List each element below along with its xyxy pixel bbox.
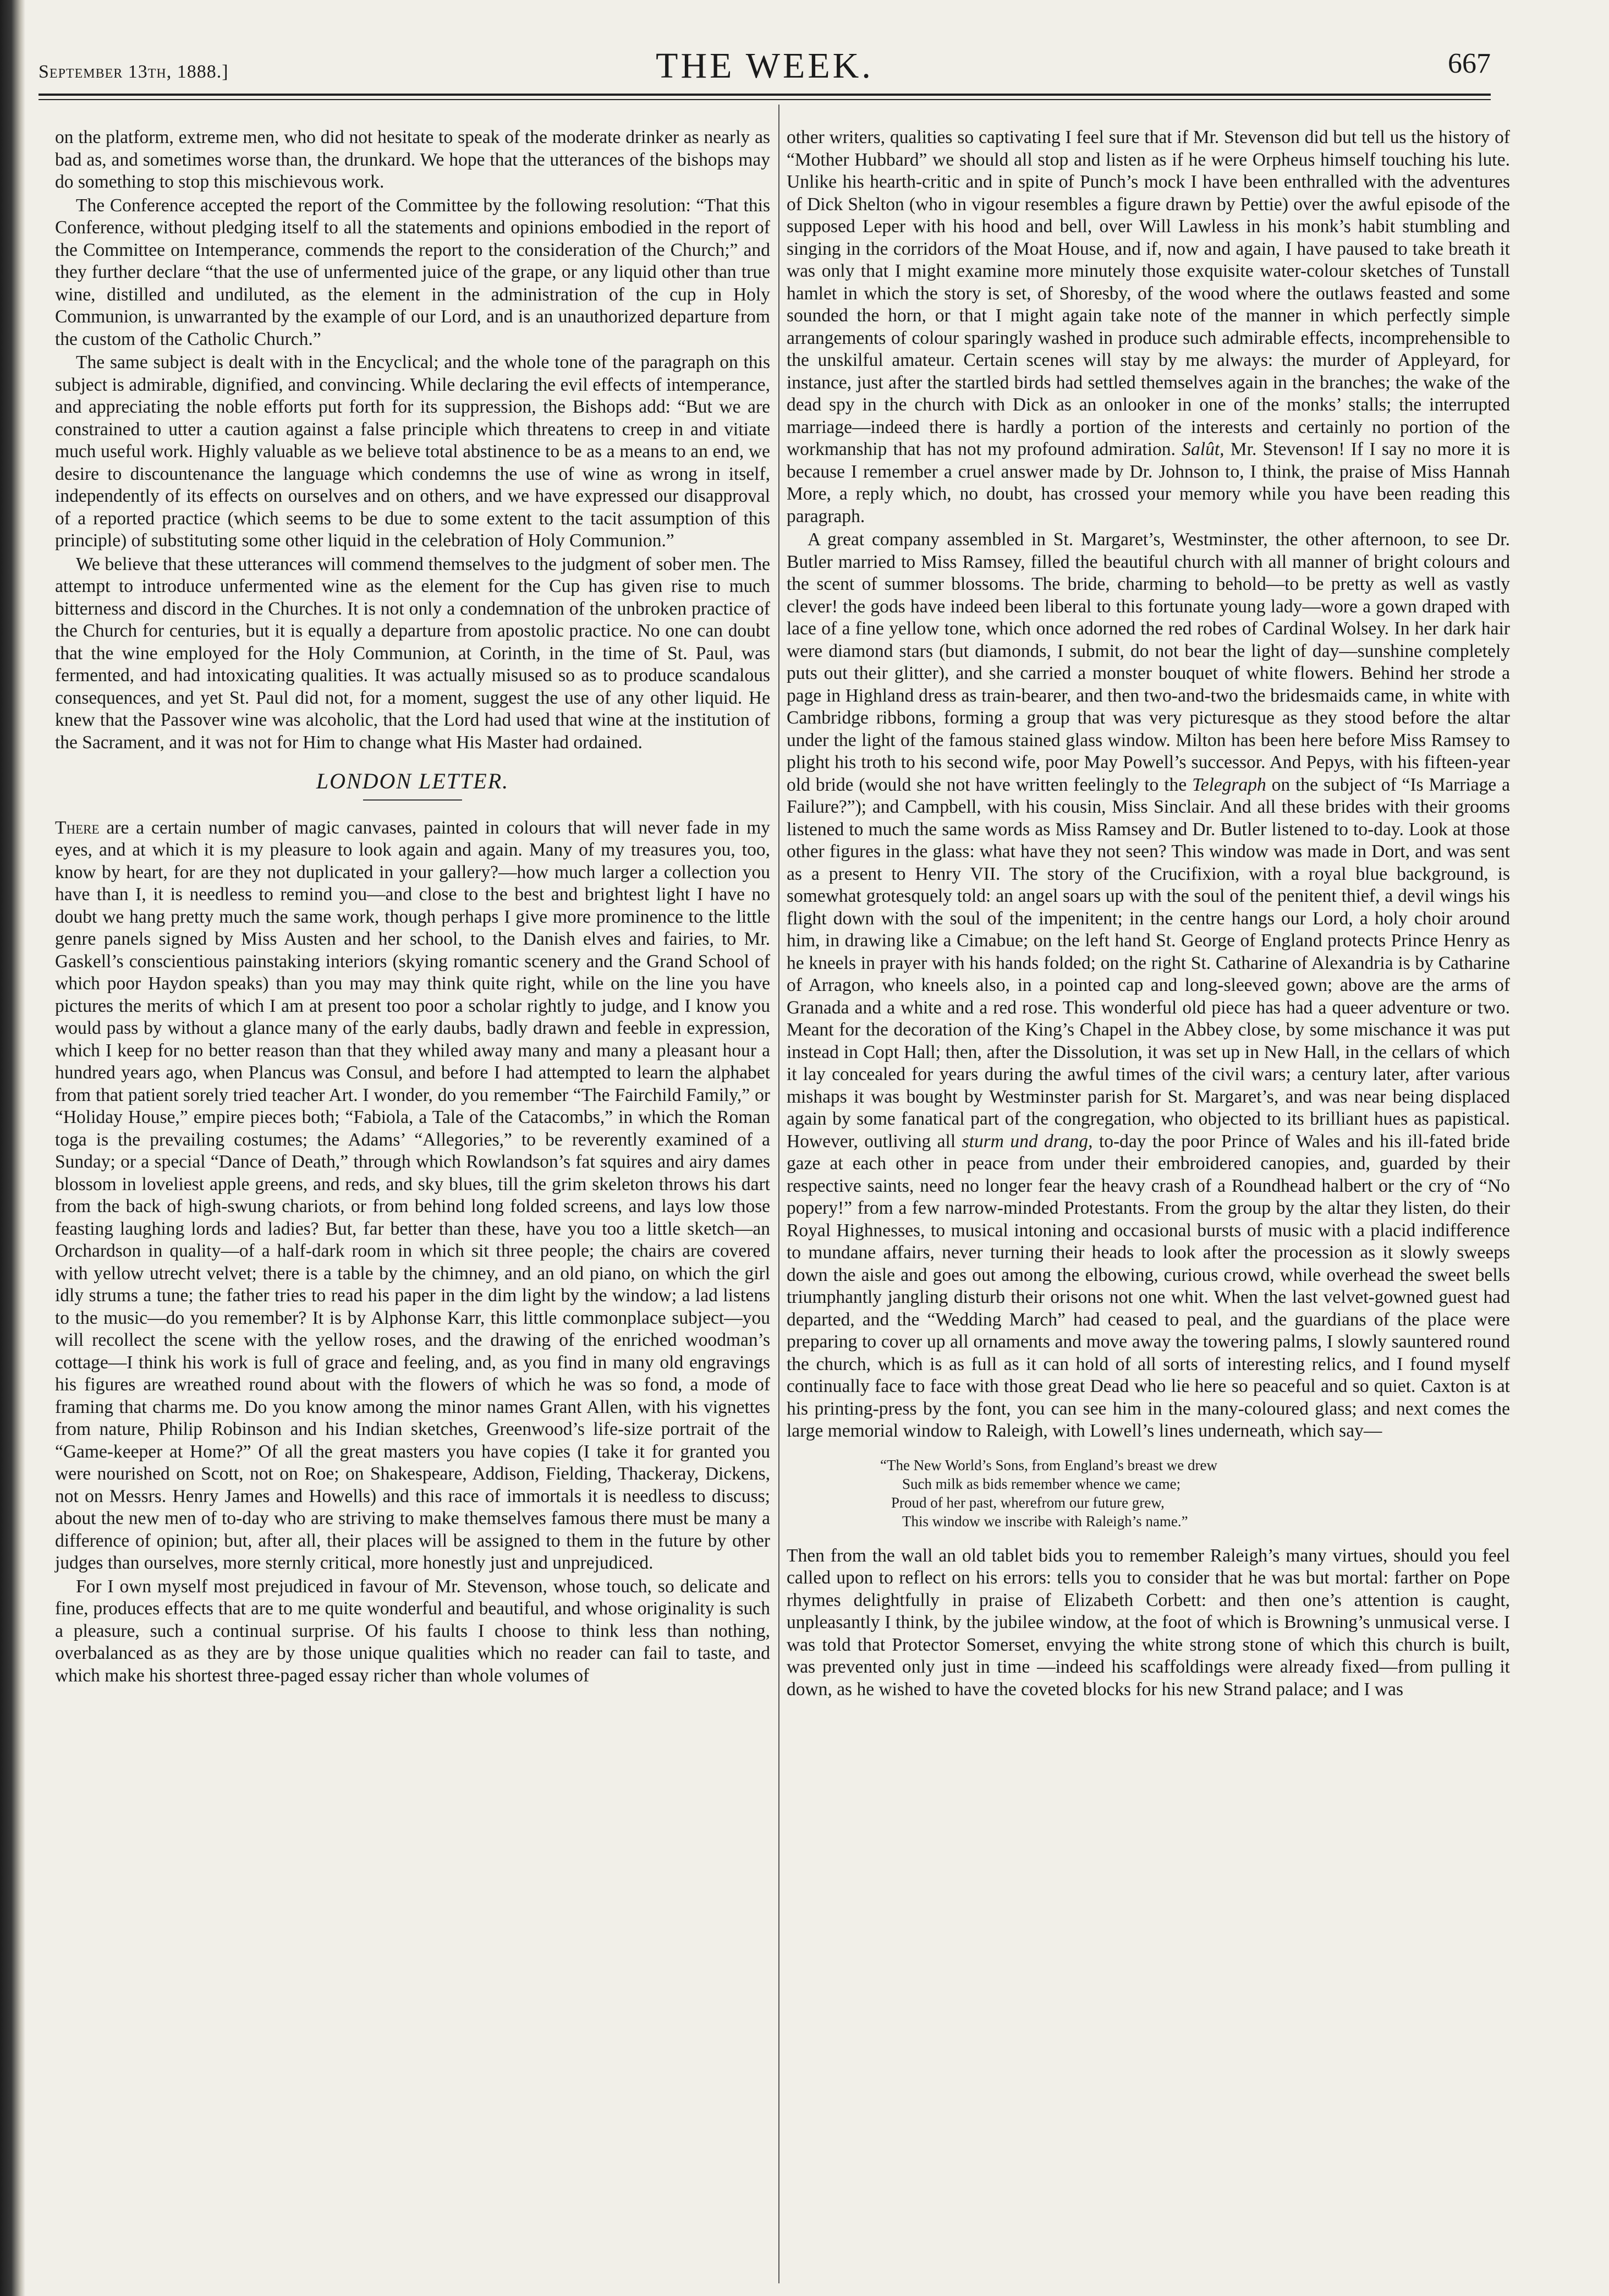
italic-phrase: sturm und drang,	[962, 1131, 1093, 1152]
section-title-rule	[363, 799, 462, 801]
header-date: September 13th, 1888.]	[39, 62, 229, 82]
paragraph	[55, 817, 770, 1575]
page-binding-shadow	[0, 0, 25, 2296]
paragraph: Then from the wall an old tablet bids you to remember Raleigh’s many virtues, should you feel called upon to reflect on his errors: tells you to consider that he was but mortal: farther on Pope rhymes delightfully in praise of Elizabeth Corbett: and then one’s attention is caught, unpleasantly I think, by the jubilee window, at the foot of which is Browning’s unmusical verse. I was told that Protector Somerset, envying the white strong stone of which this church is built, was prevented only just in time —indeed his scaffoldings were already fixed—from pulling it down, as he wished to have the coveted blocks for his new Strand palace; and I was	[787, 1545, 1510, 1700]
paragraph-text: are a certain number of magic canvases, painted in colours that will never fade in my eyes, and at which it is my pleasure to look again and again. Many of my treasures you, too, know by heart, for are they not duplicated in your gallery?—how much larger a collection you have than I, it is needless to remind you—and close to the best and brightest light I have no doubt we hang pretty much the same work, though perhaps I give more prominence to the little genre panels signed by Miss Austen and her school, to the Danish elves and fairies, to Mr. Gaskell’s conscientious painstaking interiors (skying romantic scenery and the Grand School of which poor Haydon speaks) than you may may think quite right, while on the line you have pictures the merits of which I am at present too poor a scholar rightly to judge, and I know you would pass by without a glance many of the early daubs, badly drawn and feeble in expression, which I keep for no better reason than that they whiled away many and many a pleasant hour a hundred years ago, when Plancus was Consul, and before I had attempted to learn the alphabet from that patient sorely tried teacher Art. I wonder, do you remember “The Fairchild Family,” or “Holiday House,” empire pieces both; “Fabiola, a Tale of the Catacombs,” in which the Roman toga is the prevailing costumes; the Adams’ “Allegories,” to be reverently examined of a Sunday; or a special “Dance of Death,” through which Rowlandson’s fat squires and airy dames blossom in loveliest apple greens, and reds, and sky blues, till the grim skeleton throws his dart from the back of high-swung chariots, or from behind long folded screens, and lays low those feasting laughing lords and ladies? But, far better than these, have you too a little sketch—an Orchardson in quality—of a half-dark room in which sit three people; the chairs are covered with yellow utrecht velvet; there is a table by the chimney, and an old piano, on which the girl idly strums a tune; the father tries to read his paper in the dim light by the window; a lad listens to the music—do you remember? It is by Alphonse Karr, this little commonplace subject—you will recollect the scene with the yellow roses, and the drawing of the enriched woodman’s cottage—I think his work is full of grace and feeling, and, as you find in many old engravings his figures are wreathed round about with the flowers of which he was so fond, a mode of framing that charms me. Do you know among the minor names Grant Allen, with his vignettes from nature, Philip Robinson and his Indian sketches, Greenwood’s life-size portrait of the “Game-keeper at Home?” Of all the great masters you have copies (I take it for granted you were nourished on Scott, not on Roe; on Shakespeare, Addison, Fielding, Thackeray, Dickens, not on Messrs. Henry James and Howells) and this race of immortals it is needless to discuss; about the new men of to-day who are striving to make themselves famous there must be many a difference of opinion; but, after all, their places will be assigned to them in the future by other judges than ourselves, more sternly critical, more honestly just and unprejudiced.	[55, 817, 771, 1573]
paragraph: The Conference accepted the report of the Committee by the following resolution: “That this Conference, without pledging itself to all the statements and opinions embodied in the report of the Committee on Intemperance, commends the report to the consideration of the Church;” and they further declare “that the use of unfermented juice of the grape, or any liquid other than true wine, distilled and undiluted, as the element in the administration of the cup in Holy Communion, is unwarranted by the example of our Lord, and is an unauthorized departure from the custom of the Catholic Church.”	[55, 195, 770, 349]
header-rule-thick	[39, 94, 1491, 96]
paragraph: on the platform, extreme men, who did not hesitate to speak of the moderate drinker as nearly as bad as, and sometimes worse than, the drunkard. We hope that the utterances of the bishops may do something to stop this mischievous work.	[55, 127, 770, 192]
paragraph: We believe that these utterances will commend themselves to the judgment of sober men. The attempt to introduce unfermented wine as the element for the Cup has given rise to much bitterness and discord in the Churches. It is not only a condemnation of the unbroken practice of the Church for centuries, but it is equally a departure from apostolic practice. No one can doubt that the wine employed for the Holy Communion, at Corinth, in the time of St. Paul, was fermented, and had intoxicating qualities. It was actually misused so as to produce scandalous consequences, and yet St. Paul did not, for a moment, suggest the use of any other liquid. He knew that the Passover wine was alcoholic, that the Lord had used that wine at the institution of the Sacrament, and it was not for Him to change what His Master had ordained.	[55, 554, 770, 753]
poem-quotation	[880, 1456, 1510, 1531]
paragraph: For I own myself most prejudiced in favour of Mr. Stevenson, whose touch, so delicate and fine, produces effects that are to me quite wonderful and beautiful, and whose originality is such a pleasure, such a continual surprise. Of his faults I choose to think less than nothing, overbalanced as as they are by those unique qualities which no reader can fail to taste, and which make his shortest three-paged essay richer than whole volumes of	[55, 1576, 770, 1686]
paragraph-text: on the subject of “Is Marriage a Failure?”); and Campbell, with his cousin, Miss Sinclair. And all these brides with their grooms listened to much the same words as Miss Ramsey and Dr. Butler listened to to-day. Look at those other figures in the glass: what have they not seen? This window was made in Dort, and was sent as a present to Henry VII. The story of the Crucifixion, with a royal blue background, is somewhat grotesquely told: an angel soars up with the soul of the penitent thief, a devil wings his flight down with the soul of the impenitent; in the centre hangs our Lord, a holy choir around him, in drawing like a Cimabue; on the left hand St. George of England protects Prince Henry as he kneels in prayer with his hands folded; on the right St. Catharine of Alexandria is by Catharine of Arragon, who kneels also, in a pointed cap and long-sleeved gown; above are the arms of Granada and a white and a red rose. This wonderful old piece has had a queer adventure or two. Meant for the decoration of the King’s Chapel in the Abbey close, by some mischance it was put instead in Copt Hall; then, after the Dissolution, it was set up in New Hall, in the cellars of which it lay concealed for years during the awful times of the civil wars; a century later, after various mishaps it was bought by Westminster parish for St. Margaret’s, and was near being displaced again by some fanatical part of the congregation, who objected to its brilliant hues as papistical. However, outliving all	[787, 774, 1511, 1152]
poem-line: Proud of her past, wherefrom our future grew,	[891, 1494, 1165, 1511]
paragraph: The same subject is dealt with in the Encyclical; and the whole tone of the paragraph on this subject is admirable, dignified, and convincing. While declaring the evil effects of intemperance, and appreciating the noble efforts put forth for its suppression, the Bishops add: “But we are constrained to utter a caution against a false principle which threatens to creep in and vitiate much useful work. Highly valuable as we believe total abstinence to be as a means to an end, we desire to discountenance the language which condemns the use of wine as wrong in itself, independently of its effects on ourselves and on others, and we have expressed our disapproval of a reported practice (which seems to be due to some extent to the tacit assumption of this principle) of substituting some other liquid in the celebration of Holy Communion.”	[55, 352, 770, 551]
paragraph-text: A great company assembled in St. Margaret’s, Westminster, the other afternoon, to see Dr. Butler married to Miss Ramsey, filled the beautiful church with all manner of bright colours and the scent of summer blossoms. The bride, charming to behold—to be pretty as well as vastly clever! the gods have indeed been liberal to this fortunate young lady—wore a gown draped with lace of a fine yellow tone, which once adorned the red robes of Cardinal Wolsey. In her dark hair were diamond stars (but diamonds, I submit, do not bear the light of day—sunshine completely puts out their glitter), and she carried a monster bouquet of white flowers. Behind her strode a page in Highland dress as train-bearer, and then two-and-two the bridesmaids came, in white with Cambridge ribbons, forming a group that was very picturesque as they stood before the altar under the light of the famous stained glass window. Milton has been here before Miss Ramsey to plight his troth to his second wife, poor May Powell’s successor. And Pepys, with his fifteen-year old bride (would she not have written feelingly to the	[787, 529, 1510, 795]
italic-word: Salût,	[1182, 439, 1224, 459]
paragraph-text: other writers, qualities so captivating I feel sure that if Mr. Stevenson did but tell us the history of “Mother Hubbard” we should all stop and listen as if he were Orpheus himself touching his lute. Unlike his hearth-critic and in spite of Punch’s mock I have been enthralled with the adventures of Dick Shelton (who in vigour resembles a figure drawn by Pettie) over the awful episode of the supposed Leper with his hood and bell, over Will Lawless in his monk’s habit stumbling and singing in the corridors of the Moat House, and if, now and again, I have paused to take breath it was only that I might examine more minutely those exquisite water-colour sketches of Tunstall hamlet in which the story is set, of Shoresby, of the wood where the outlaws feasted and some sounded the horn, or that I might again take note of the manner in which perfectly simple arrangements of colour sparingly washed in produce such admirable effects, incomprehensible to the unskilful amateur. Certain scenes will stay by me always: the murder of Appleyard, for instance, just after the startled birds had settled themselves again in the branches; the wake of the dead spy in the church with Dick as an onlooker in one of the monks’ stalls; the interrupted marriage—indeed there is hardly a portion of the interests and certainly no portion of the workmanship that has not my profound admiration.	[787, 127, 1510, 459]
opening-word: There	[55, 817, 100, 838]
paragraph	[787, 127, 1510, 528]
poem-line: Such milk as bids remember whence we came;	[902, 1475, 1181, 1492]
section-title: LONDON LETTER.	[316, 769, 509, 793]
poem-line: “The New World’s Sons, from England’s breast we drew	[880, 1456, 1217, 1473]
right-column	[787, 127, 1510, 1702]
page-header	[39, 40, 1491, 89]
italic-word: Telegraph	[1192, 774, 1266, 795]
paragraph	[787, 529, 1510, 1443]
paragraph-text: to-day the poor Prince of Wales and his ill-fated bride gaze at each other in peace from under their embroidered canopies, and, guarded by their respective saints, need no longer fear the heavy crash of a Roundhead halbert or the cry of “No popery!” from a few narrow-minded Protestants. From the group by the altar they listen, do their Royal Highnesses, to musical intoning and occasional bursts of music with a placid indifference to mundane affairs, never turning their heads to look after the procession as it slowly sweeps down the aisle and goes out among the elbowing, curious crowd, while overhead the sweet bells triumphantly jangling disturb their orisons not one whit. When the last velvet-gowned guest had departed, and the “Wedding March” had ceased to peal, and the guardians of the place were preparing to cover up all ornaments and move away the towering palms, I slowly sauntered round the church, which is as full as it can hold of all sorts of interesting relics, and I found myself continually face to face with those great Dead who lie here so peaceful and so quiet. Caxton is at his printing-press by the font, you can see him in the many-coloured glass; and next comes the large memorial window to Raleigh, with Lowell’s lines underneath, which say—	[787, 1131, 1511, 1441]
paragraph-text: Mr. Stevenson! If I say no more it is because I remember a cruel answer made by Dr. Johnson to, I think, the praise of Miss Hannah More, a reply which, no doubt, has crossed your memory while you have been reading this paragraph.	[787, 439, 1511, 527]
header-rule-thin	[39, 99, 1491, 100]
poem-line: This window we inscribe with Raleigh’s name.”	[902, 1513, 1188, 1530]
column-divider	[778, 105, 779, 2283]
publication-title: THE WEEK.	[656, 46, 874, 86]
left-column	[55, 127, 770, 1688]
page-number: 667	[1448, 48, 1491, 79]
